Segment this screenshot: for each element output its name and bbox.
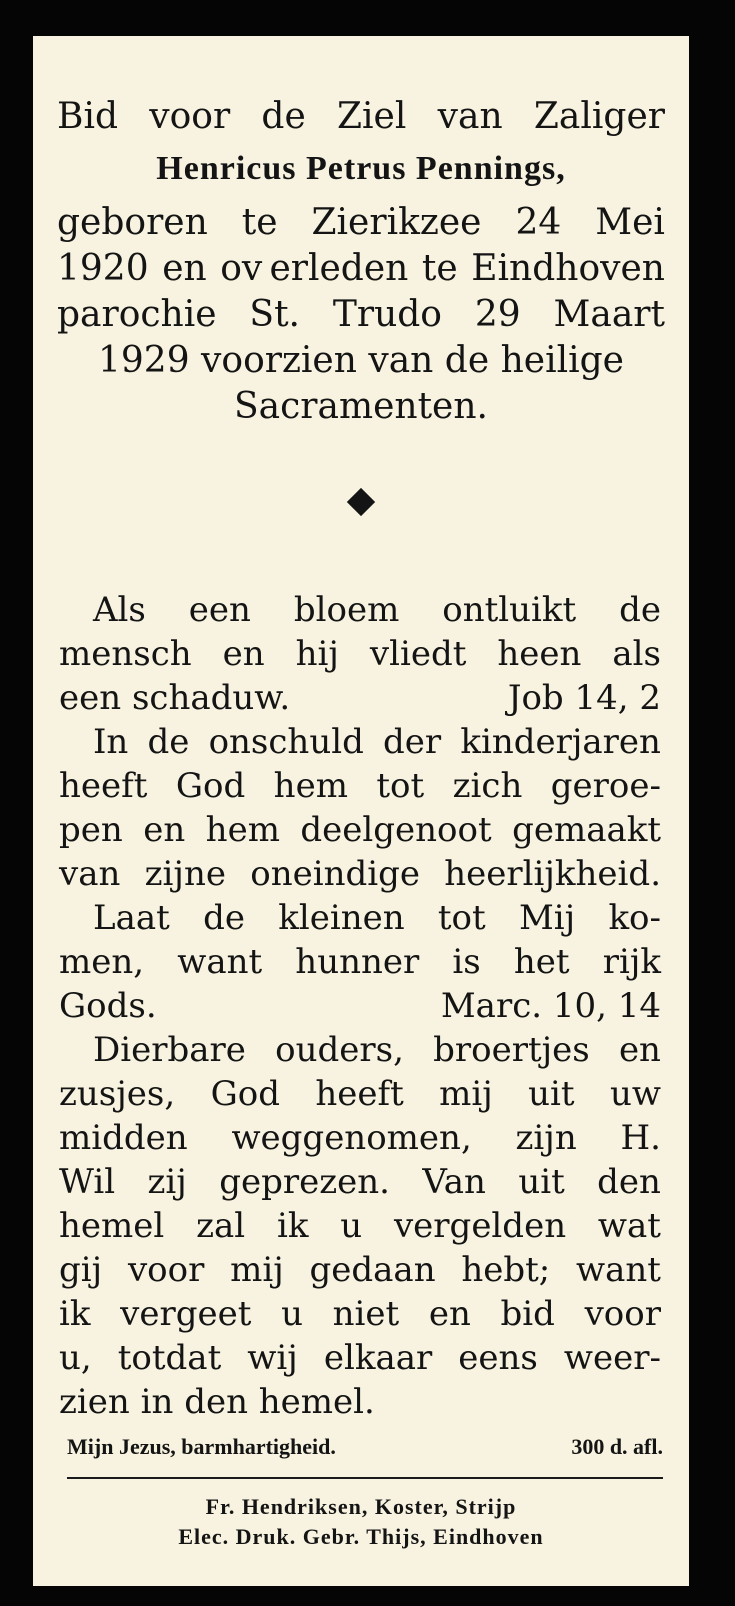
word: en: [428, 1294, 471, 1334]
word: wat: [597, 1206, 661, 1246]
verse-line: [33, 764, 689, 808]
word: Marc. 10, 14: [440, 986, 661, 1026]
word: van: [437, 96, 503, 137]
word: den: [597, 1162, 661, 1202]
word: ov erleden: [220, 248, 409, 289]
word: totdat: [117, 1338, 222, 1378]
word: Als: [93, 590, 146, 630]
word: bloem: [293, 590, 400, 630]
word: parochie: [57, 294, 217, 335]
word: Laat: [93, 898, 170, 938]
word: Trudo: [332, 294, 442, 335]
verse-line: zien in den hemel.: [59, 1382, 375, 1422]
word: mij: [230, 1250, 284, 1290]
word: een schaduw.: [59, 678, 291, 718]
word: en: [618, 1030, 661, 1070]
detail-line-centered: Sacramenten.: [234, 386, 488, 427]
verse-line: [33, 588, 689, 632]
word: God: [175, 766, 246, 806]
detail-line: [33, 292, 689, 338]
word: is: [452, 942, 481, 982]
word: zijne: [144, 854, 226, 894]
word: uw: [609, 1074, 661, 1114]
birth-death-details: [33, 200, 689, 430]
word: broertjes: [433, 1030, 590, 1070]
word: St.: [249, 294, 300, 335]
word: men,: [59, 942, 145, 982]
word: Dierbare: [93, 1030, 246, 1070]
word: vergeet: [120, 1294, 252, 1334]
word: Gods.: [59, 986, 157, 1026]
prayer-heading: [33, 94, 689, 140]
printer-line: Elec. Druk. Gebr. Thijs, Eindhoven: [178, 1524, 544, 1549]
word: Eindhoven: [471, 248, 665, 289]
word: mij: [439, 1074, 493, 1114]
word: ik: [59, 1294, 91, 1334]
word: 24: [515, 202, 562, 243]
word: kinderjaren: [460, 722, 661, 762]
verse-line: [33, 896, 689, 940]
word: geroe-: [550, 766, 661, 806]
verse-line: [33, 1336, 689, 1380]
verse-line: [33, 1248, 689, 1292]
verse-line: [33, 1028, 689, 1072]
word: Mei: [595, 202, 665, 243]
word: hij: [295, 634, 339, 674]
word: ouders,: [275, 1030, 404, 1070]
word: van: [59, 854, 121, 894]
verse-line: [33, 1116, 689, 1160]
word: der: [383, 722, 442, 762]
word: oneindige: [250, 854, 421, 894]
word: H.: [620, 1118, 661, 1158]
divider-rule: [67, 1477, 663, 1479]
word: Zaliger: [533, 96, 665, 137]
word: de: [261, 96, 306, 137]
verse-text: [33, 588, 689, 1424]
word: tot: [437, 898, 486, 938]
word: geprezen.: [219, 1162, 390, 1202]
printer-credits: [33, 1492, 689, 1552]
memorial-card: [33, 36, 689, 1586]
word: zal: [196, 1206, 246, 1246]
word: de: [619, 590, 661, 630]
verse-line: [33, 808, 689, 852]
word: het: [513, 942, 570, 982]
verse-line: [33, 720, 689, 764]
word: rijk: [602, 942, 661, 982]
word: gemaakt: [512, 810, 661, 850]
word: voor: [584, 1294, 661, 1334]
word: hemel: [59, 1206, 165, 1246]
word: tot: [376, 766, 425, 806]
word: de: [147, 722, 190, 762]
prayer-line: [67, 1432, 663, 1462]
word: zich: [452, 766, 523, 806]
word: want: [177, 942, 263, 982]
word: een: [188, 590, 251, 630]
word: Wil: [59, 1162, 116, 1202]
word: als: [612, 634, 661, 674]
word: u,: [59, 1338, 92, 1378]
word: Job 14, 2: [507, 678, 661, 718]
word: heeft: [315, 1074, 404, 1114]
word: voor: [149, 96, 231, 137]
word: weer-: [563, 1338, 661, 1378]
word: te: [241, 202, 278, 243]
word: Van: [422, 1162, 486, 1202]
word: heeft: [59, 766, 148, 806]
word: zij: [147, 1162, 187, 1202]
word: Maart: [553, 294, 665, 335]
word: Bid: [57, 96, 119, 137]
word: niet: [332, 1294, 400, 1334]
verse-line: [33, 1160, 689, 1204]
word: eens: [458, 1338, 538, 1378]
verse-line: [33, 984, 689, 1028]
word: pen: [59, 810, 123, 850]
word: heerlijkheid.: [444, 854, 661, 894]
prayer-text: Mijn Jezus, barmhartigheid.: [67, 1434, 336, 1459]
word: zijn: [515, 1118, 577, 1158]
detail-line-centered: 1929 voorzien van de heilige: [98, 340, 624, 381]
word: uit: [518, 1162, 565, 1202]
word: hebt;: [461, 1250, 551, 1290]
word: elkaar: [323, 1338, 433, 1378]
word: 1920: [57, 248, 149, 289]
detail-line: [33, 246, 689, 292]
verse-line: [33, 1204, 689, 1248]
word: hunner: [295, 942, 420, 982]
word: en: [143, 810, 186, 850]
word: God: [210, 1074, 280, 1114]
verse-line: [33, 1072, 689, 1116]
verse-line: [33, 676, 689, 720]
word: onschuld: [208, 722, 364, 762]
word: Ziel: [337, 96, 407, 137]
word: Zierikzee: [311, 202, 482, 243]
word: te: [421, 248, 458, 289]
deceased-name: Henricus Petrus Pennings,: [156, 150, 566, 187]
word: hem: [273, 766, 348, 806]
word: ko-: [608, 898, 661, 938]
word: deelgenoot: [300, 810, 492, 850]
word: wij: [247, 1338, 298, 1378]
word: 29: [474, 294, 521, 335]
word: vergelden: [393, 1206, 567, 1246]
word: en: [222, 634, 265, 674]
word: bid: [500, 1294, 555, 1334]
word: Mij: [518, 898, 576, 938]
word: heen: [497, 634, 582, 674]
indulgence-text: 300 d. afl.: [571, 1434, 663, 1459]
word: de: [203, 898, 245, 938]
word: voor: [127, 1250, 205, 1290]
word: kleinen: [278, 898, 405, 938]
detail-line: [33, 200, 689, 246]
word: hem: [205, 810, 280, 850]
word: weggenomen,: [231, 1118, 472, 1158]
word: u: [281, 1294, 303, 1334]
word: gedaan: [309, 1250, 436, 1290]
card-header: [33, 94, 689, 430]
word: gij: [59, 1250, 103, 1290]
verse-line: [33, 940, 689, 984]
verse-line: [33, 852, 689, 896]
word: In: [93, 722, 129, 762]
word: zusjes,: [59, 1074, 176, 1114]
verse-line: [33, 1292, 689, 1336]
word: ontluikt: [442, 590, 577, 630]
verse-line: [33, 632, 689, 676]
word: want: [576, 1250, 661, 1290]
word: u: [340, 1206, 363, 1246]
word: en: [162, 248, 207, 289]
diamond-ornament: [347, 488, 375, 516]
word: midden: [59, 1118, 188, 1158]
word: geboren: [57, 202, 208, 243]
word: mensch: [59, 634, 192, 674]
printer-line: Fr. Hendriksen, Koster, Strijp: [205, 1494, 517, 1519]
word: vliedt: [369, 634, 467, 674]
word: uit: [528, 1074, 575, 1114]
word: ik: [276, 1206, 309, 1246]
